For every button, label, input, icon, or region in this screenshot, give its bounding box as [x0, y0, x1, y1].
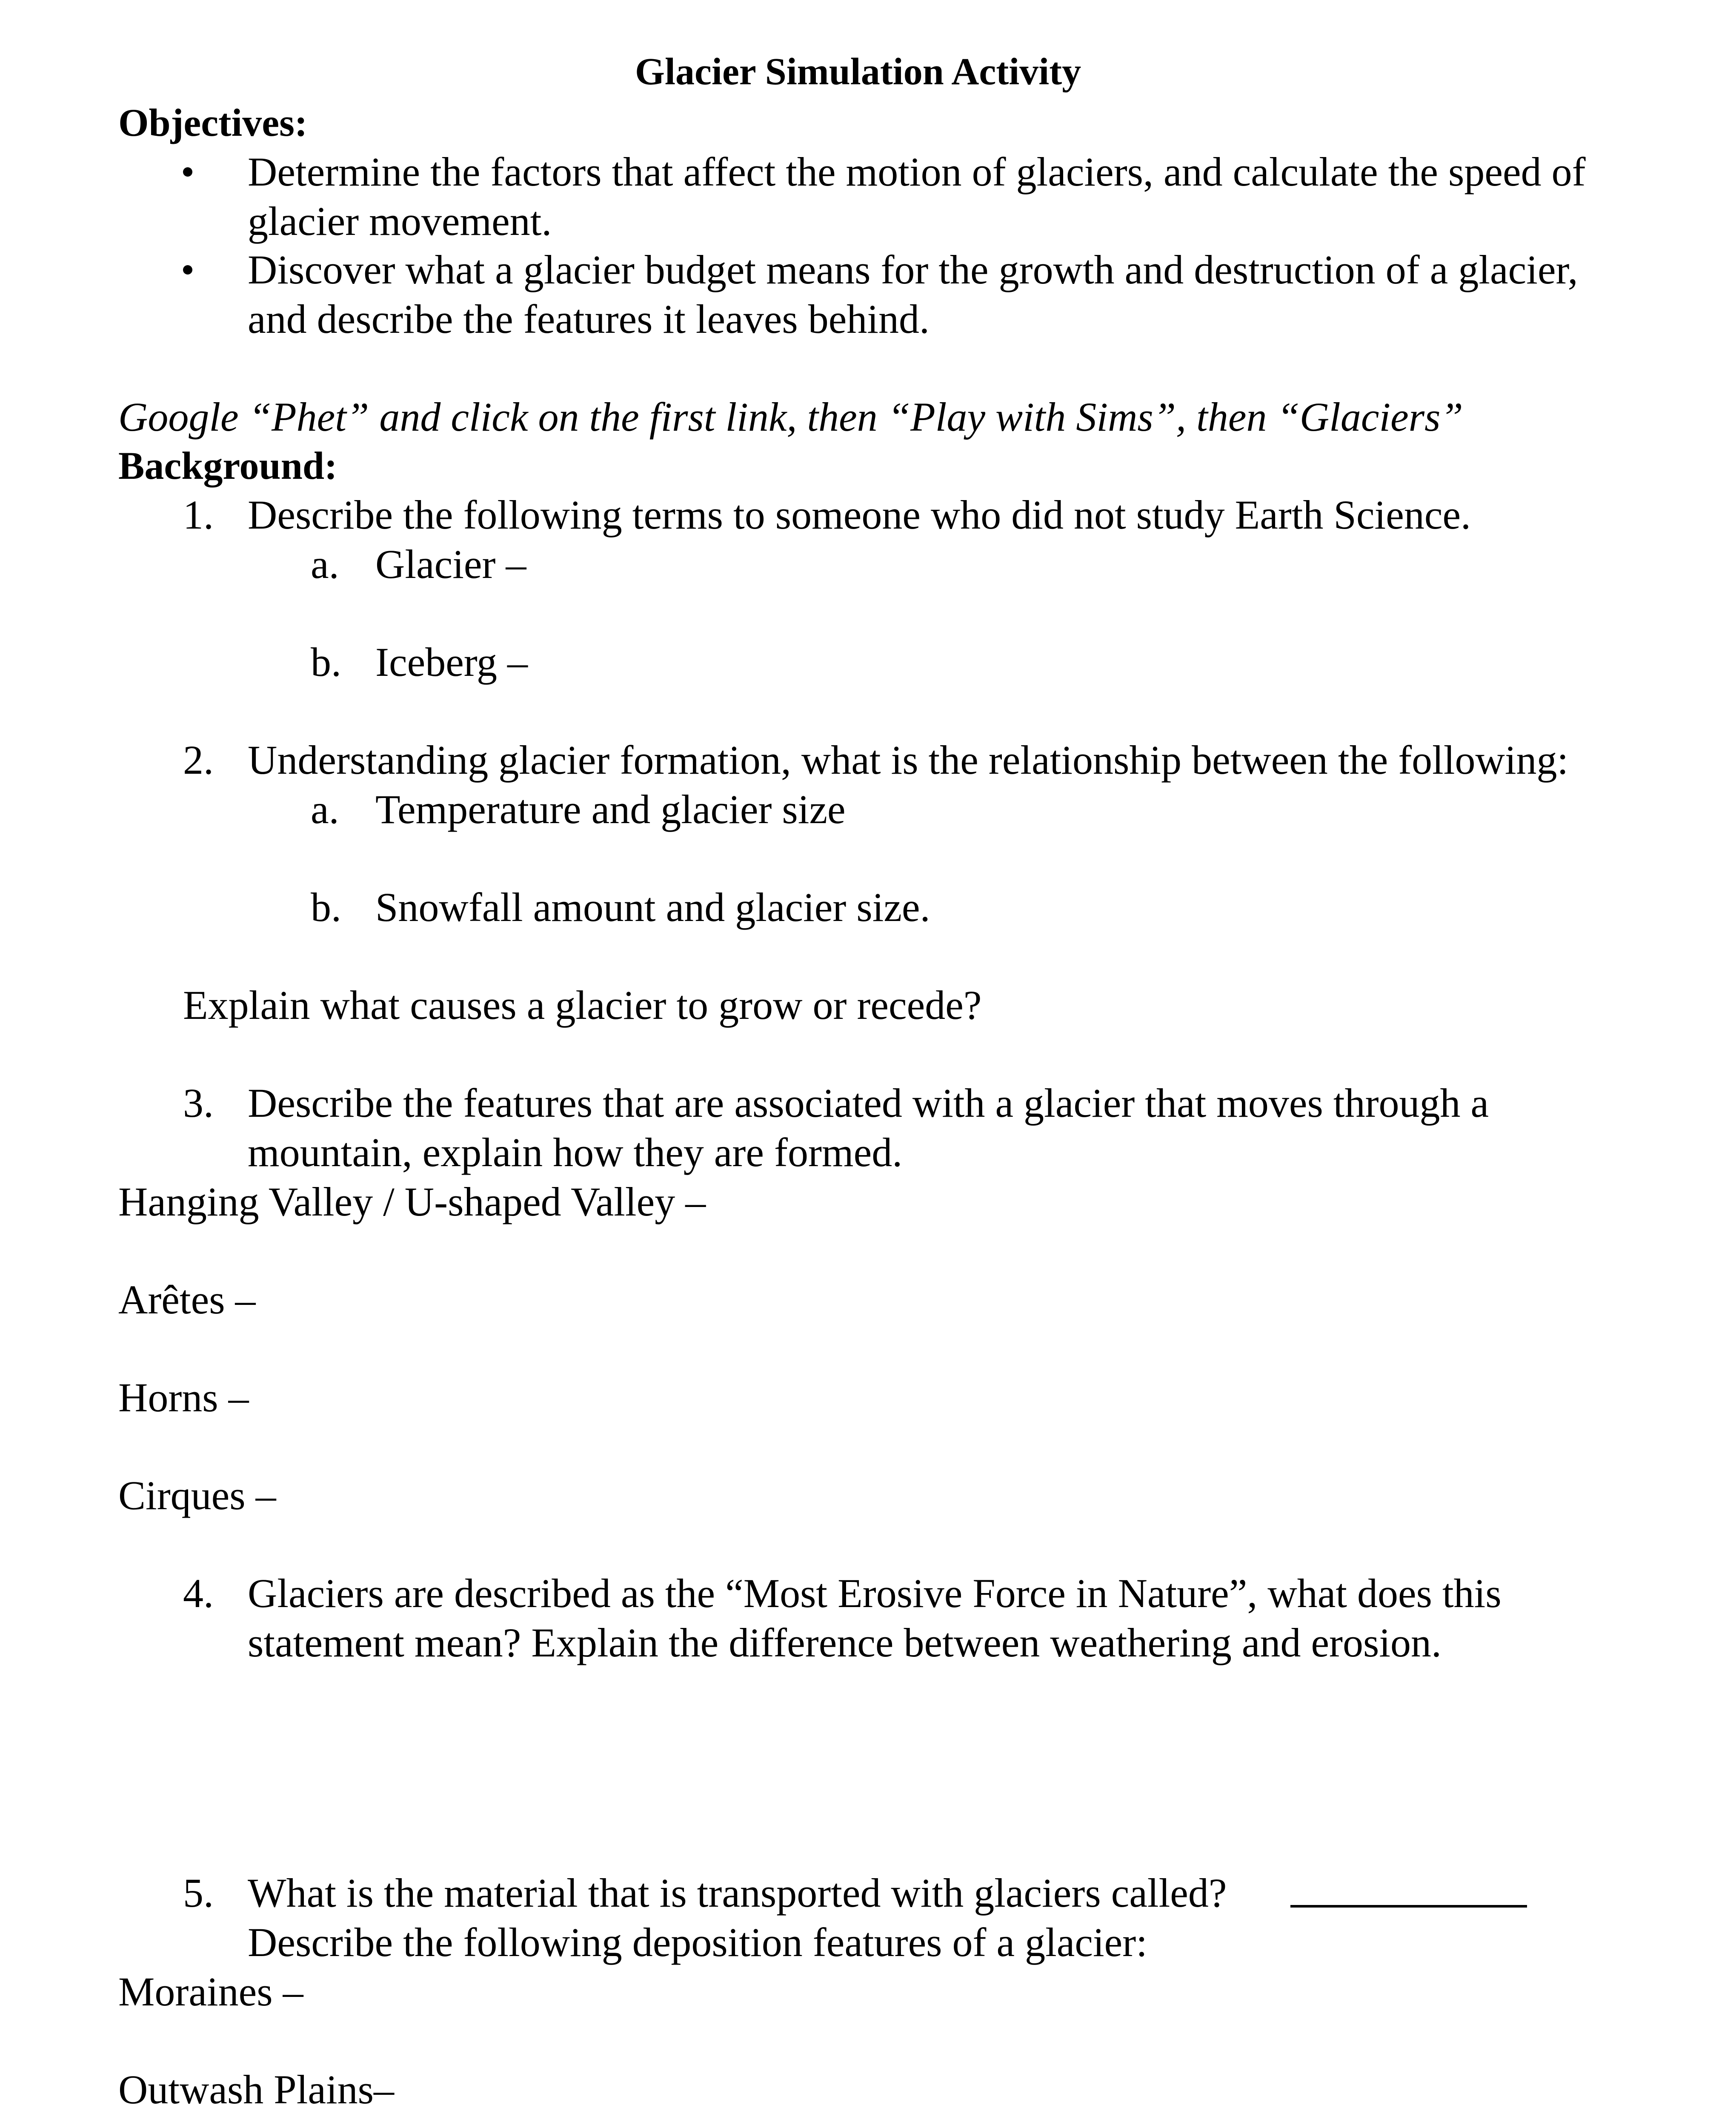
- question-5-line-1: What is the material that is transported with glaciers called?: [248, 1870, 1227, 1916]
- question-1-number: 1.: [183, 492, 214, 538]
- question-4-line-2: statement mean? Explain the difference between weathering and erosion.: [248, 1620, 1442, 1665]
- question-5-number: 5.: [183, 1870, 214, 1916]
- question-1b-letter: b.: [311, 639, 341, 685]
- question-2-text: Understanding glacier formation, what is the relationship between the following:: [248, 737, 1569, 783]
- question-2-followup: Explain what causes a glacier to grow or recede?: [183, 982, 982, 1028]
- question-4-number: 4.: [183, 1570, 214, 1616]
- question-5-line-2: Describe the following deposition features of a glacier:: [248, 1919, 1147, 1965]
- bullet-dot: [183, 167, 192, 177]
- instruction-text: Google “Phet” and click on the first link, then “Play with Sims”, then “Glaciers”: [118, 394, 1463, 440]
- term-cirques: Cirques –: [118, 1473, 276, 1518]
- objectives-heading: Objectives:: [118, 101, 308, 144]
- bullet-dot: [183, 265, 192, 275]
- term-aretes: Arêtes –: [118, 1277, 256, 1322]
- objective-1-line-1: Determine the factors that affect the motion of glaciers, and calculate the speed of: [248, 149, 1586, 194]
- term-hanging-valley: Hanging Valley / U-shaped Valley –: [118, 1179, 706, 1224]
- question-2b-text: Snowfall amount and glacier size.: [375, 884, 930, 930]
- question-3-line-2: mountain, explain how they are formed.: [248, 1130, 903, 1175]
- question-2a-letter: a.: [311, 787, 339, 832]
- question-4-line-1: Glaciers are described as the “Most Erosive Force in Nature”, what does this: [248, 1570, 1501, 1616]
- question-1-text: Describe the following terms to someone who did not study Earth Science.: [248, 492, 1471, 538]
- answer-blank-line[interactable]: [1290, 1905, 1527, 1908]
- question-2-number: 2.: [183, 737, 214, 783]
- background-heading: Background:: [118, 444, 337, 487]
- question-1a-text: Glacier –: [375, 541, 526, 587]
- objective-2-line-2: and describe the features it leaves behind.: [248, 296, 929, 342]
- objective-2-line-1: Discover what a glacier budget means for the growth and destruction of a glacier,: [248, 247, 1578, 292]
- term-moraines: Moraines –: [118, 1969, 303, 2014]
- page-title: Glacier Simulation Activity: [635, 51, 1081, 93]
- objective-1-line-2: glacier movement.: [248, 198, 552, 244]
- question-1b-text: Iceberg –: [375, 639, 528, 685]
- term-outwash-plains: Outwash Plains–: [118, 2067, 394, 2112]
- question-3-line-1: Describe the features that are associated with a glacier that moves through a: [248, 1080, 1489, 1126]
- question-1a-letter: a.: [311, 541, 339, 587]
- term-horns: Horns –: [118, 1375, 249, 1420]
- question-3-number: 3.: [183, 1080, 214, 1126]
- question-2a-text: Temperature and glacier size: [375, 787, 846, 832]
- question-2b-letter: b.: [311, 884, 341, 930]
